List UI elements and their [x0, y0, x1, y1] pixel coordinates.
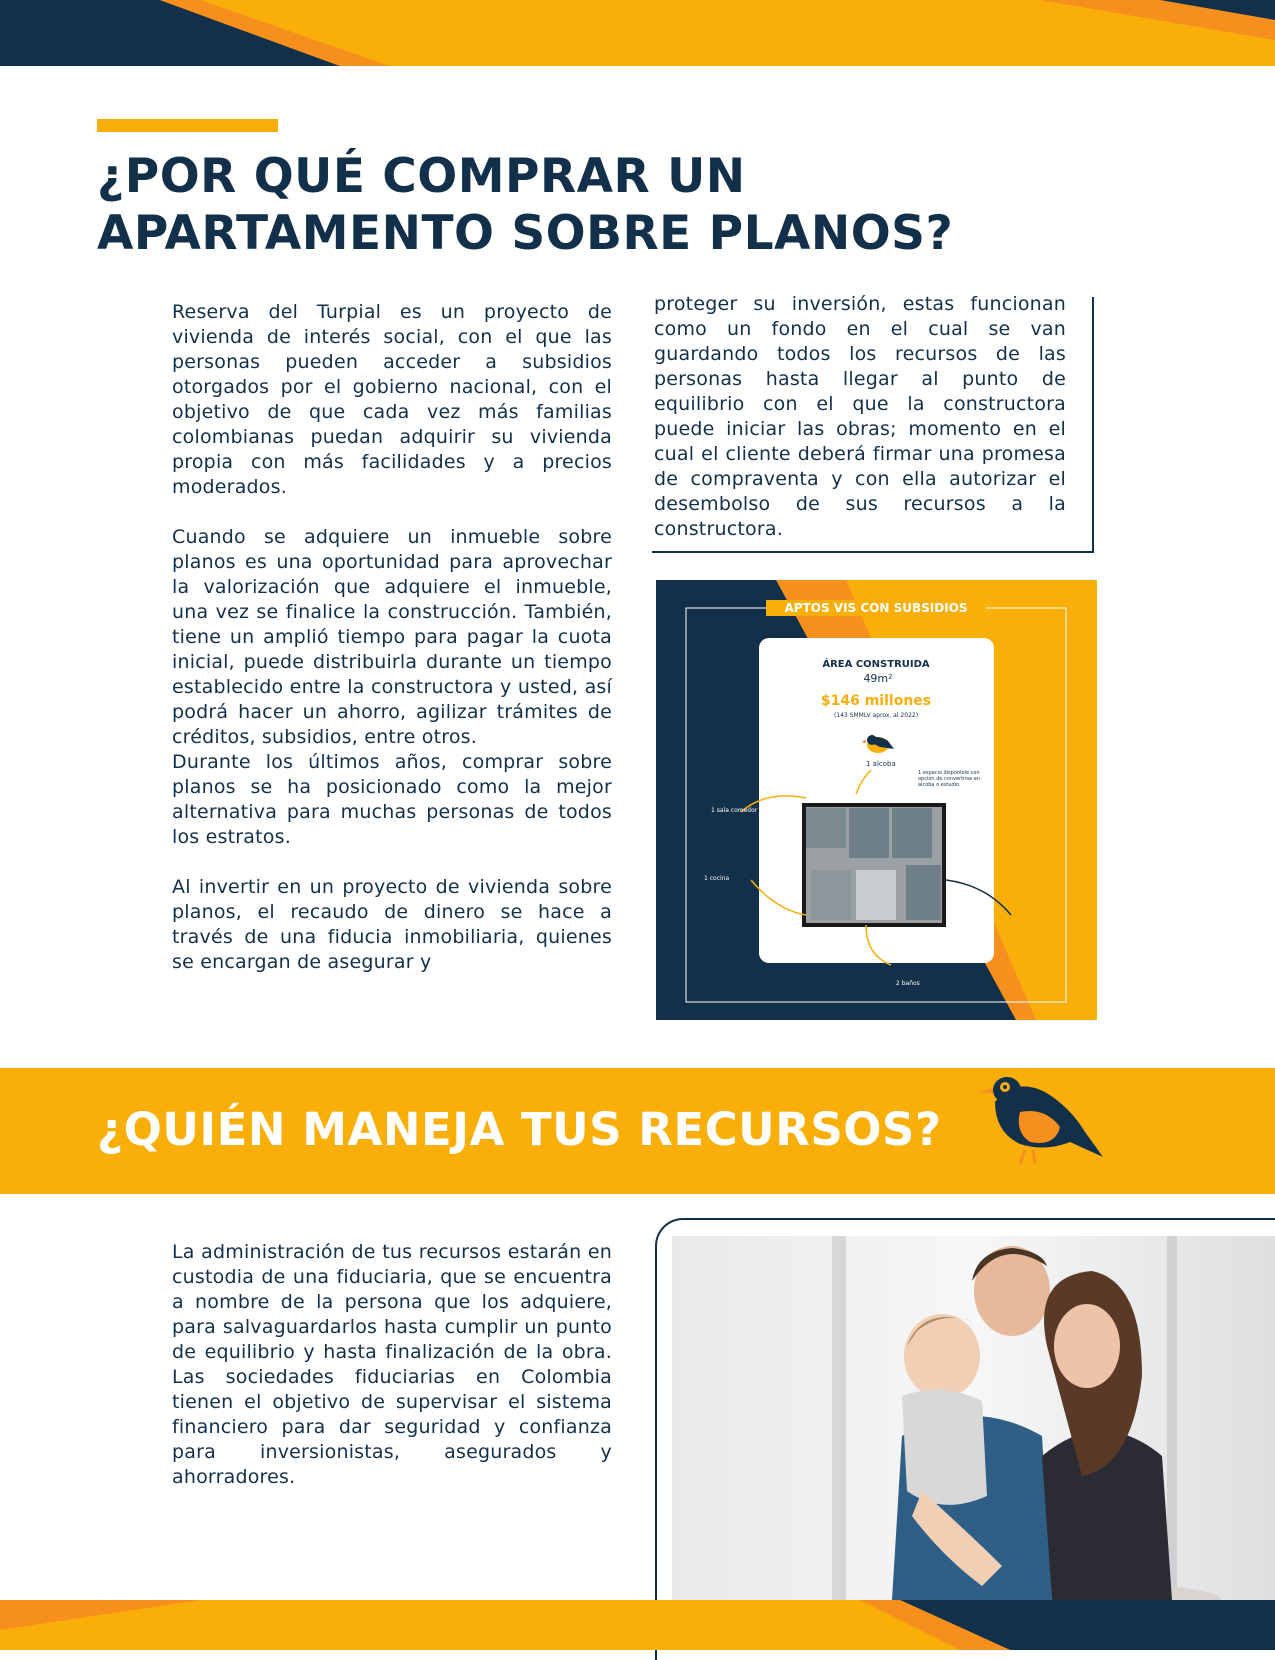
label-sala: 1 sala comedor [711, 807, 758, 814]
label-alcoba-2: 1 alcoba [1001, 915, 1027, 922]
paragraph-proteger: proteger su inversión, estas funcionan como un fondo en el cual se van guardando todos los recursos de las personas hasta llegar al punto de equilibrio con el que la constructora puede iniciar las obras; momento en el cual el cliente deberá firmar una promesa de compraventa y con ella autorizar el desembolso de sus recursos a la constructora. [654, 293, 1066, 540]
paragraph-intro: Reserva del Turpial es un proyecto de vivienda de interés social, con el que las personas pueden acceder a subsidios otorgados por el gobierno nacional, con el objetivo de que cada vez más familias colombianas puedan adquirir su vivienda propia con más facilidades y a precios moderados. [172, 301, 612, 498]
family-photo [672, 1236, 1275, 1600]
apartment-info-card [656, 580, 1097, 1020]
paragraph-fiduciaria: La administración de tus recursos estarán en custodia de una fiduciaria, que se encuentra a nombre de la persona que los adquiere, para salvaguardarlos hasta cumplir un punto de equilibrio y hasta finalización de la obra. Las sociedades fiduciarias en Colombia tienen el objetivo de supervisar el sistema financiero para dar seguridad y confianza para inversionistas, asegurados y ahorradores. [172, 1241, 612, 1488]
heading-accent-bar [97, 119, 278, 132]
title-line-1: ¿POR QUÉ COMPRAR UN [97, 149, 746, 204]
section-title: ¿QUIÉN MANEJA TUS RECURSOS? [97, 1103, 942, 1156]
label-alcoba: 1 alcoba [866, 760, 896, 768]
label-cocina: 1 cocina [704, 875, 730, 882]
price-note: (143 SMMLV aprox. al 2022) [833, 712, 919, 719]
area-value: 49m² [863, 672, 893, 685]
label-espacio: 1 espacio disponible con opción de convertirse en alcoba o estudio [918, 770, 981, 788]
label-banos: 2 baños [896, 980, 920, 987]
turpial-bird-icon [975, 1072, 1105, 1172]
text-column-right [654, 292, 1066, 542]
text-column-left [172, 300, 612, 1000]
floor-plan [804, 805, 944, 925]
price: $146 millones [820, 693, 932, 709]
card-title: APTOS VIS CON SUBSIDIOS [784, 601, 968, 615]
top-decorative-band [0, 0, 1275, 66]
paragraph-alternativa: Durante los últimos años, comprar sobre planos se ha posicionado como la mejor alternativa para muchas personas de todos los estratos. [172, 751, 612, 848]
area-label: ÁREA CONSTRUIDA [822, 659, 930, 670]
paragraph-fiducia: Al invertir en un proyecto de vivienda sobre planos, el recaudo de dinero se hace a través de una fiducia inmobiliaria, quienes se encargan de asegurar y [172, 876, 612, 973]
paragraph-valorizacion: Cuando se adquiere un inmueble sobre planos es una oportunidad para aprovechar la valorización que adquiere el inmueble, una vez se finalice la construcción. También, tiene un amplió tiempo para pagar la cuota inicial, puede distribuirla durante un tiempo establecido entre la constructora y usted, así podrá hacer un ahorro, agilizar trámites de créditos, subsidios, entre otros. [172, 526, 612, 748]
title-line-2: APARTAMENTO SOBRE PLANOS? [97, 206, 954, 261]
page-title [97, 148, 1097, 262]
text-column-fiduciaria [172, 1240, 612, 1490]
bottom-decorative-band [0, 1600, 1275, 1650]
